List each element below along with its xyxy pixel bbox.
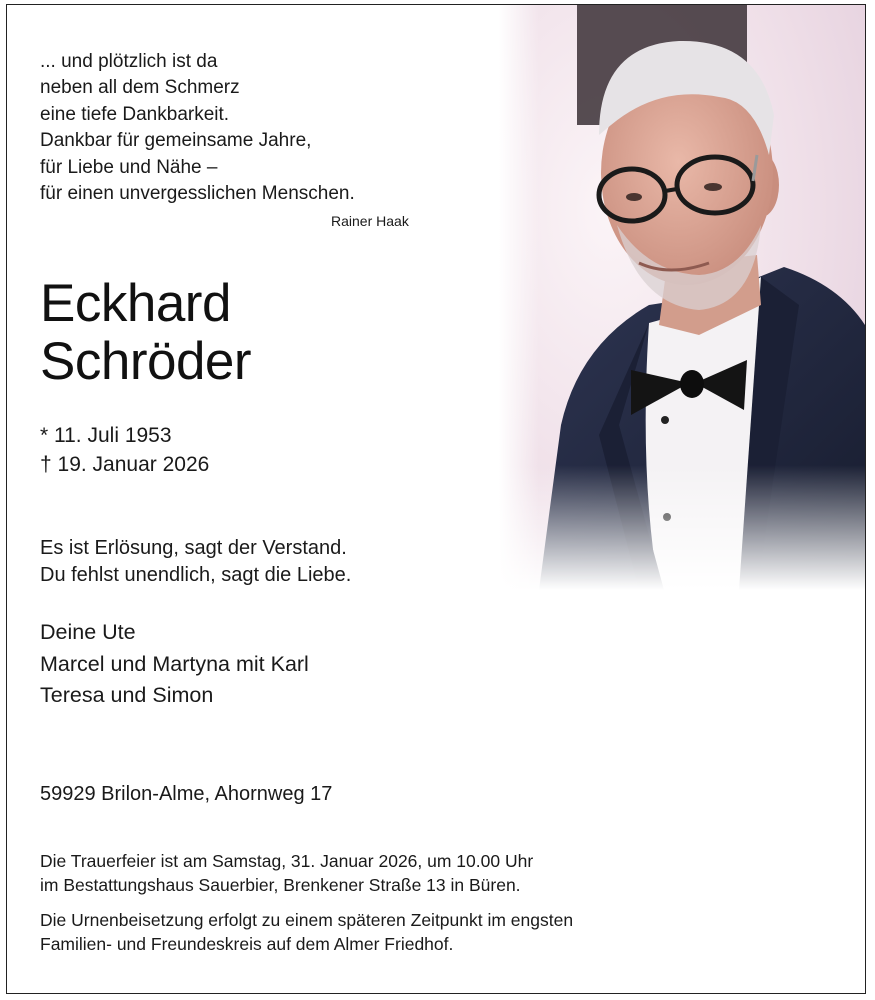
quote-line: Du fehlst unendlich, sagt die Liebe. <box>40 563 352 586</box>
ceremony-line: Die Trauerfeier ist am Samstag, 31. Januar 2026, um 10.00 Uhr <box>40 851 534 871</box>
poem-line: eine tiefe Dankbarkeit. <box>40 103 230 125</box>
birth-date: * 11. Juli 1953 <box>40 424 172 447</box>
mourners-list <box>40 617 309 712</box>
life-dates <box>40 421 209 479</box>
deceased-name <box>40 275 251 391</box>
portrait-illustration <box>499 5 865 590</box>
poem-line: für Liebe und Nähe – <box>40 156 218 178</box>
last-name: Schröder <box>40 332 252 391</box>
death-date: † 19. Januar 2026 <box>40 453 210 476</box>
ceremony-line: im Bestattungshaus Sauerbier, Brenkener Straße 13 in Büren. <box>40 874 521 895</box>
ceremony-info <box>40 850 533 897</box>
burial-info <box>40 909 573 956</box>
quote-line: Es ist Erlösung, sagt der Verstand. <box>40 537 347 559</box>
burial-line: Familien- und Freundeskreis auf dem Almer Friedhof. <box>40 933 454 954</box>
portrait-photo <box>499 5 865 590</box>
obituary-card <box>6 4 866 994</box>
poem-line: ... und plötzlich ist da <box>40 51 218 72</box>
poem <box>40 49 355 207</box>
burial-line: Die Urnenbeisetzung erfolgt zu einem späteren Zeitpunkt im engsten <box>40 910 574 930</box>
poem-author: Rainer Haak <box>331 213 409 229</box>
mourner-line: Marcel und Martyna mit Karl <box>40 651 309 676</box>
address: 59929 Brilon-Alme, Ahornweg 17 <box>40 783 333 805</box>
first-name: Eckhard <box>40 274 231 333</box>
quote <box>40 535 351 588</box>
poem-line: neben all dem Schmerz <box>40 77 240 99</box>
mourner-line: Deine Ute <box>40 620 136 644</box>
poem-line: Dankbar für gemeinsame Jahre, <box>40 130 312 152</box>
mourner-line: Teresa und Simon <box>40 683 214 707</box>
poem-line: für einen unvergesslichen Menschen. <box>40 183 355 205</box>
